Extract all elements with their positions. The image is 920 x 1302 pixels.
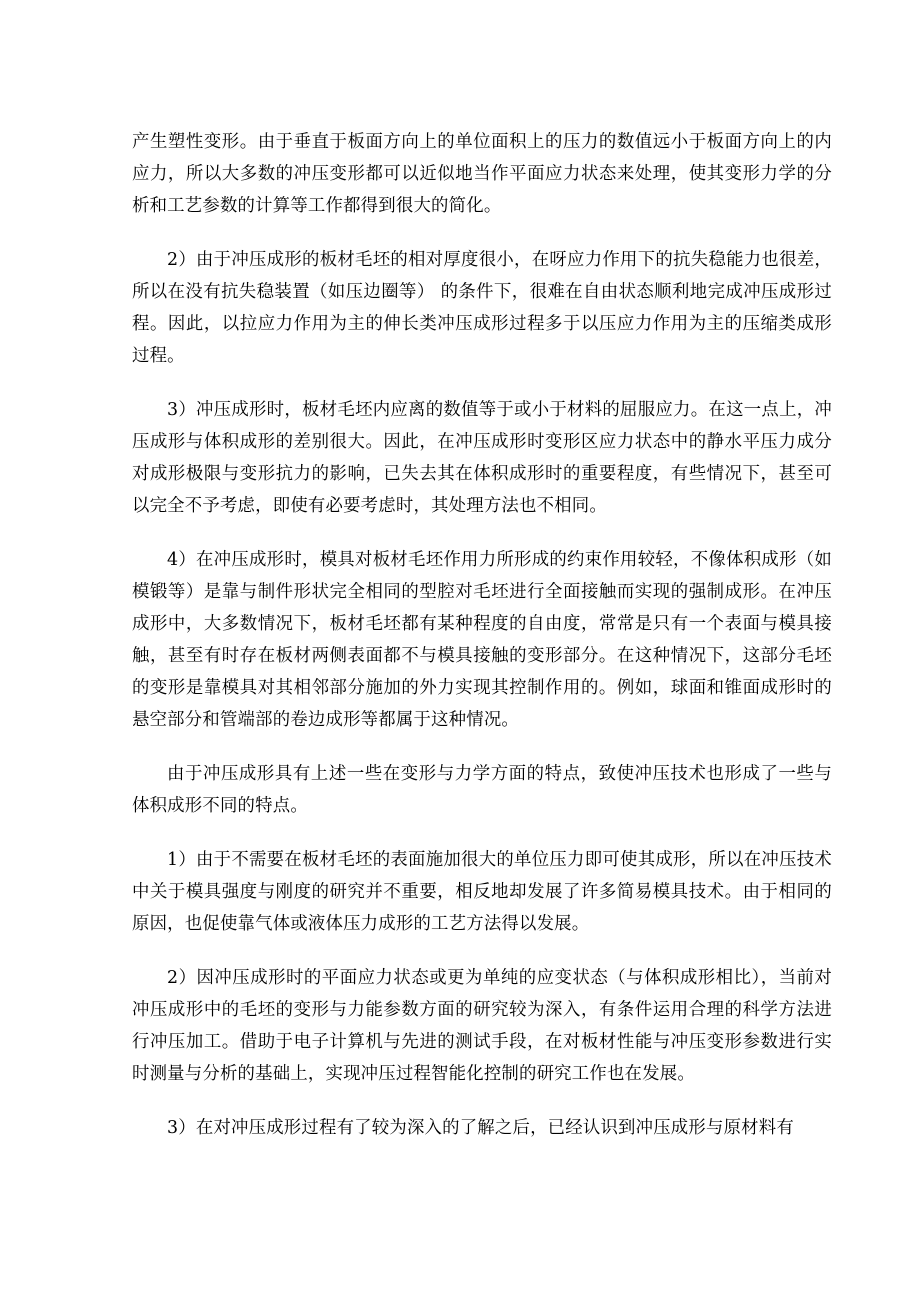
paragraph-point-2-stability: 2）由于冲压成形的板材毛坯的相对厚度很小，在呀应力作用下的抗失稳能力也很差，所以在没有抗失稳装置（如压边圈等） 的条件下，很难在自由状态顺利地完成冲压成形过程。因此，以拉应力作用为主的伸长类冲压成形过程多于以压应力作用为主的压缩类成形过程。 — [132, 250, 832, 366]
paragraph-feature-3-materials: 3）在对冲压成形过程有了较为深入的了解之后，已经认识到冲压成形与原材料有 — [167, 1118, 794, 1138]
paragraph-point-4-constraint: 4）在冲压成形时，模具对板材毛坯作用力所形成的约束作用较轻，不像体积成形（如模锻等）是靠与制件形状完全相同的型腔对毛坯进行全面接触而实现的强制成形。在冲压成形中，大多数情况下，板材毛坯都有某种程度的自由度，常常是只有一个表面与模具接触，甚至有时存在板材两侧表面都不与模具接触的变形部分。在这种情况下，这部分毛坯的变形是靠模具对其相邻部分施加的外力实现其控制作用的。例如，球面和锥面成形时的悬空部分和管端部的卷边成形等都属于这种情况。 — [132, 550, 832, 730]
paragraph-point-3-stress: 3）冲压成形时，板材毛坯内应离的数值等于或小于材料的屈服应力。在这一点上，冲压成形与体积成形的差别很大。因此，在冲压成形时变形区应力状态中的静水平压力成分对成形极限与变形抗力的影响，已失去其在体积成形时的重要程度，有些情况下，甚至可以完全不予考虑，即使有必要考虑时，其处理方法也不相同。 — [132, 400, 832, 516]
document-body — [132, 126, 832, 1164]
paragraph-feature-1-simple-dies: 1）由于不需要在板材毛坯的表面施加很大的单位压力即可使其成形，所以在冲压技术中关于模具强度与刚度的研究并不重要，相反地却发展了许多简易模具技术。由于相同的原因，也促使靠气体或液体压力成形的工艺方法得以发展。 — [132, 850, 832, 934]
paragraph-intro-continuation: 产生塑性变形。由于垂直于板面方向上的单位面积上的压力的数值远小于板面方向上的内应力，所以大多数的冲压变形都可以近似地当作平面应力状态来处理，使其变形力学的分析和工艺参数的计算等工作都得到很大的简化。 — [132, 132, 832, 216]
paragraph-feature-2-research: 2）因冲压成形时的平面应力状态或更为单纯的应变状态（与体积成形相比），当前对冲压成形中的毛坯的变形与力能参数方面的研究较为深入，有条件运用合理的科学方法进行冲压加工。借助于电子计算机与先进的测试手段，在对板材性能与冲压变形参数进行实时测量与分析的基础上，实现冲压过程智能化控制的研究工作也在发展。 — [132, 968, 832, 1084]
paragraph-summary-features: 由于冲压成形具有上述一些在变形与力学方面的特点，致使冲压技术也形成了一些与体积成形不同的特点。 — [132, 764, 832, 816]
